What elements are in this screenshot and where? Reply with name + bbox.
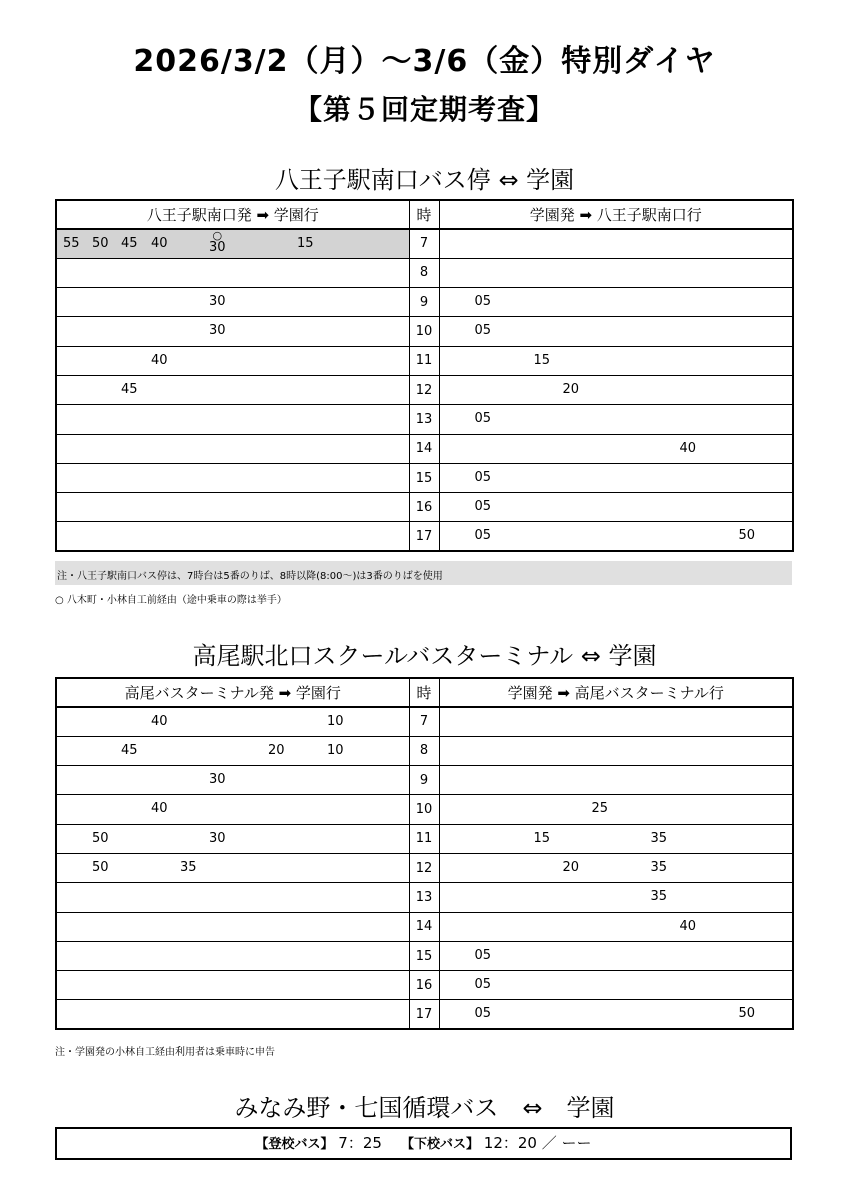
hour-cell: 11: [409, 346, 439, 375]
departure-minute: 15: [297, 236, 314, 251]
departure-minute: 20: [268, 742, 285, 758]
table-row: [56, 463, 793, 492]
table-row: [56, 317, 793, 346]
departure-cell-to-school: [56, 463, 409, 492]
route-title-minamino: みなみ野・七国循環バス ⇔ 学園: [234, 1094, 615, 1122]
departure-minute: 20: [562, 859, 580, 875]
departure-cell-from-school: [439, 707, 793, 736]
departure-minute: 05: [474, 977, 492, 993]
departure-cell-from-school: [439, 883, 793, 912]
header-from-school: 学園発 ➡ 高尾バスターミナル行: [439, 678, 793, 707]
departure-cell-from-school: [439, 317, 793, 346]
hour-cell: 8: [409, 736, 439, 765]
note-bus-stop: 注・八王子駅南口バス停は、7時台は5番のりば、8時以降(8:00～)は3番のりばを使用: [55, 561, 792, 585]
table-row: [56, 795, 793, 824]
departure-minute: 05: [474, 294, 492, 310]
departure-minute: 40: [151, 352, 168, 368]
departure-cell-from-school: [439, 229, 793, 258]
departure-cell-to-school: [56, 288, 409, 317]
table-row: [56, 971, 793, 1000]
departure-minute: 15: [533, 830, 551, 846]
hour-cell: 12: [409, 853, 439, 882]
departure-minute: 20: [562, 381, 580, 397]
departure-cell-to-school: [56, 941, 409, 970]
departure-cell-from-school: [439, 971, 793, 1000]
hour-cell: 15: [409, 941, 439, 970]
departure-cell-from-school: [439, 912, 793, 941]
departure-cell-to-school: [56, 824, 409, 853]
departure-minute: 05: [474, 411, 492, 427]
departure-cell-from-school: [439, 736, 793, 765]
departure-cell-to-school: [56, 434, 409, 463]
header-hour: 時: [409, 200, 439, 229]
hour-cell: 9: [409, 288, 439, 317]
departure-minute: 40: [151, 714, 168, 729]
departure-minute: 30: [209, 323, 226, 339]
departure-cell-to-school: [56, 795, 409, 824]
table-row: [56, 288, 793, 317]
departure-minute: 35: [180, 859, 197, 875]
departure-cell-from-school: [439, 405, 793, 434]
departure-minute: 10: [327, 714, 344, 729]
departure-cell-from-school: [439, 941, 793, 970]
departure-cell-to-school: [56, 971, 409, 1000]
departure-minute: 50: [738, 1006, 756, 1022]
departure-cell-from-school: [439, 375, 793, 404]
departure-cell-from-school: [439, 434, 793, 463]
header-to-school: 八王子駅南口発 ➡ 学園行: [56, 200, 409, 229]
departure-cell-to-school: [56, 707, 409, 736]
departure-cell-from-school: [439, 346, 793, 375]
departure-cell-from-school: [439, 766, 793, 795]
departure-cell-from-school: [439, 522, 793, 551]
table-row: [56, 853, 793, 882]
hour-cell: 7: [409, 707, 439, 736]
departure-cell-to-school: [56, 853, 409, 882]
departure-minute: 40: [151, 236, 168, 251]
timetable-hachioji: [55, 199, 794, 552]
page-title: 2026/3/2（月）～3/6（金）特別ダイヤ: [133, 44, 716, 79]
departure-minute: 50: [92, 236, 109, 251]
departure-cell-to-school: [56, 317, 409, 346]
departure-minute: 30: [209, 294, 226, 310]
departure-minute: 40: [151, 801, 168, 817]
departure-cell-to-school: [56, 493, 409, 522]
departure-minute: 40: [679, 918, 697, 934]
departure-cell-to-school: [56, 405, 409, 434]
table-row: [56, 258, 793, 287]
departure-minute: 30: [209, 772, 226, 788]
departure-cell-from-school: [439, 1000, 793, 1029]
hour-cell: 11: [409, 824, 439, 853]
departure-minute: 15: [533, 352, 551, 368]
table-row: [56, 434, 793, 463]
minamino-bus-times: [55, 1127, 792, 1160]
departure-minute: 05: [474, 499, 492, 515]
route-title-hachioji: 八王子駅南口バス停 ⇔ 学園: [274, 166, 575, 194]
route-title-takao: 高尾駅北口スクールバスターミナル ⇔ 学園: [192, 642, 657, 670]
departure-cell-to-school: [56, 258, 409, 287]
hour-cell: 16: [409, 493, 439, 522]
departure-cell-to-school: [56, 736, 409, 765]
hour-cell: 14: [409, 434, 439, 463]
table-row: [56, 493, 793, 522]
hour-cell: 7: [409, 229, 439, 258]
note-circle-route: ○ 八木町・小林自工前経由（途中乗車の際は挙手）: [55, 595, 287, 606]
departure-minute: 55: [63, 236, 80, 251]
departure-minute: 45: [121, 742, 138, 758]
timetable-takao: [55, 677, 794, 1030]
hour-cell: 9: [409, 766, 439, 795]
departure-minute: 30: [209, 830, 226, 846]
down-bus-time: 12：20 ／ ーー: [483, 1134, 592, 1152]
up-bus-time: 7：25: [338, 1134, 382, 1152]
note-kobayashi: 注・学園発の小林自工経由利用者は乗車時に申告: [55, 1047, 275, 1058]
departure-cell-to-school: [56, 346, 409, 375]
hour-cell: 8: [409, 258, 439, 287]
hour-cell: 17: [409, 522, 439, 551]
hour-cell: 13: [409, 883, 439, 912]
departure-minute: 35: [650, 830, 668, 846]
hour-cell: 10: [409, 795, 439, 824]
departure-cell-to-school: [56, 522, 409, 551]
departure-cell-from-school: [439, 288, 793, 317]
departure-minute: 50: [738, 528, 756, 544]
table-row: [56, 405, 793, 434]
departure-cell-from-school: [439, 258, 793, 287]
down-bus-label: 【下校バス】: [401, 1137, 480, 1152]
table-row: [56, 707, 793, 736]
departure-minute: 05: [474, 528, 492, 544]
departure-cell-from-school: [439, 493, 793, 522]
departure-minute: 50: [92, 830, 109, 846]
departure-minute: 40: [679, 440, 697, 456]
departure-minute: 05: [474, 323, 492, 339]
table-row: [56, 522, 793, 551]
departure-cell-to-school: [56, 229, 409, 258]
table-row: [56, 346, 793, 375]
table-row: [56, 883, 793, 912]
departure-minute: 35: [650, 859, 668, 875]
departure-cell-to-school: [56, 912, 409, 941]
table-row: [56, 824, 793, 853]
departure-minute: 05: [474, 947, 492, 963]
route-marker-icon: ○: [212, 229, 223, 242]
up-bus-label: 【登校バス】: [255, 1137, 334, 1152]
hour-cell: 13: [409, 405, 439, 434]
departure-cell-from-school: [439, 824, 793, 853]
departure-cell-from-school: [439, 795, 793, 824]
hour-cell: 17: [409, 1000, 439, 1029]
departure-minute: 25: [591, 801, 609, 817]
table-row: [56, 766, 793, 795]
departure-cell-to-school: [56, 375, 409, 404]
header-hour: 時: [409, 678, 439, 707]
departure-minute: ○ 30: [209, 229, 226, 255]
departure-cell-from-school: [439, 853, 793, 882]
table-row: [56, 375, 793, 404]
page-subtitle: 【第５回定期考査】: [293, 93, 555, 126]
departure-cell-from-school: [439, 463, 793, 492]
table-row: [56, 912, 793, 941]
table-row: [56, 941, 793, 970]
departure-minute: 05: [474, 1006, 492, 1022]
hour-cell: 16: [409, 971, 439, 1000]
table-row: [56, 229, 793, 258]
header-to-school: 高尾バスターミナル発 ➡ 学園行: [56, 678, 409, 707]
departure-cell-to-school: [56, 883, 409, 912]
departure-cell-to-school: [56, 766, 409, 795]
departure-cell-to-school: [56, 1000, 409, 1029]
table-row: [56, 736, 793, 765]
header-from-school: 学園発 ➡ 八王子駅南口行: [439, 200, 793, 229]
departure-minute: 50: [92, 859, 109, 875]
table-row: [56, 1000, 793, 1029]
hour-cell: 14: [409, 912, 439, 941]
hour-cell: 10: [409, 317, 439, 346]
departure-minute: 35: [650, 889, 668, 905]
departure-minute: 45: [121, 381, 138, 397]
departure-minute: 10: [327, 742, 344, 758]
departure-minute: 05: [474, 469, 492, 485]
hour-cell: 15: [409, 463, 439, 492]
hour-cell: 12: [409, 375, 439, 404]
departure-minute: 45: [121, 236, 138, 251]
